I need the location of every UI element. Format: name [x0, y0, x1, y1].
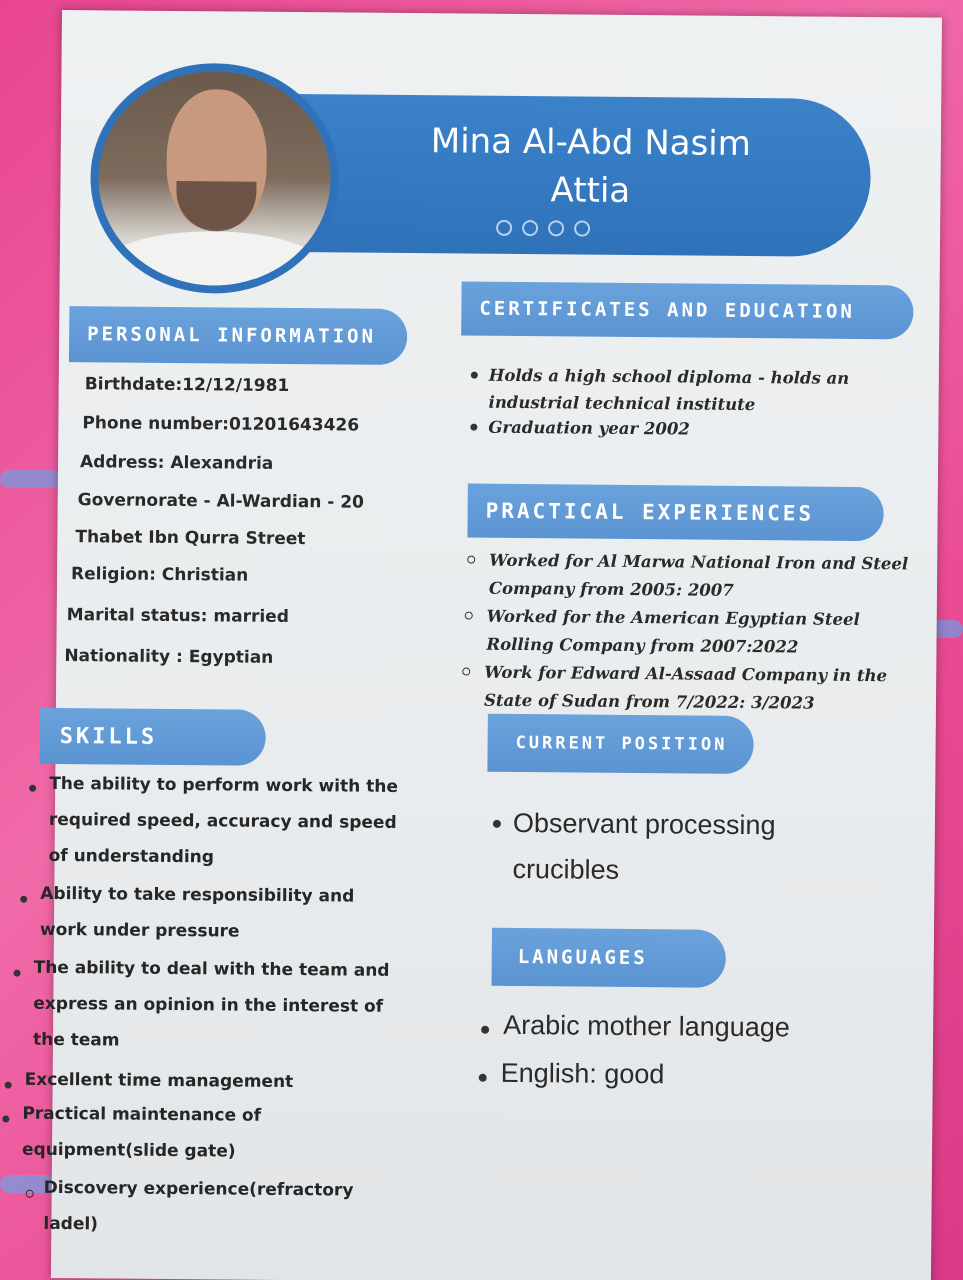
skill-bullet [2, 1116, 9, 1123]
profile-photo [90, 62, 340, 294]
position-title: CURRENT POSITION [515, 732, 728, 755]
skill-sub-bullet [26, 1190, 34, 1198]
position-heading [487, 714, 753, 774]
religion: Religion: Christian [70, 564, 249, 586]
shirt-shape [98, 230, 330, 286]
skill-bullet [14, 970, 21, 977]
skill-item: Ability to take responsibility and work under pressure [39, 883, 355, 942]
position-value: Observant processing crucibles [512, 807, 776, 885]
skill-bullet [5, 1082, 12, 1089]
skill-item: The ability to perform work with the required speed, accuracy and speed of understanding [48, 773, 399, 868]
languages-title: LANGUAGES [517, 946, 648, 970]
education-bullet [470, 424, 477, 431]
experience-bullet [467, 556, 475, 564]
pager-dots [496, 220, 590, 237]
experience-bullet [465, 612, 473, 620]
language-item: Arabic mother language [503, 1009, 790, 1043]
education-item: Graduation year 2002 [488, 417, 690, 439]
language-item: English: good [500, 1057, 665, 1090]
education-title: CERTIFICATES AND EDUCATION [479, 297, 855, 323]
address-governorate: Governorate - Al-Wardian - 20 [77, 490, 365, 513]
education-item: Holds a high school diploma - holds an industrial technical institute [488, 365, 850, 415]
resume-page [21, 10, 942, 1280]
pager-dot [496, 220, 512, 236]
experience-item: Work for Edward Al-Assaad Company in the State of Sudan from 7/2022: 3/2023 [483, 662, 888, 713]
personal-info-heading [69, 306, 407, 365]
skills-title: SKILLS [59, 723, 158, 750]
full-name [390, 117, 791, 216]
personal-info-title: PERSONAL INFORMATION [87, 323, 377, 348]
skill-item: Discovery experience(refractory ladel) [43, 1177, 354, 1235]
language-bullet [481, 1026, 489, 1034]
education-bullet [471, 372, 478, 379]
experience-bullet [462, 668, 470, 676]
nationality: Nationality : Egyptian [64, 646, 274, 668]
skill-item: The ability to deal with the team and express an opinion in the interest of the team [32, 957, 390, 1051]
name-line-2: Attia [550, 170, 631, 211]
address-street: Thabet Ibn Qurra Street [75, 527, 306, 550]
address: Address: Alexandria [79, 452, 274, 474]
phone-number: Phone number:01201643426 [82, 413, 360, 436]
pager-dot [548, 220, 564, 236]
experience-title: PRACTICAL EXPERIENCES [485, 498, 815, 526]
birthdate: Birthdate:12/12/1981 [84, 374, 290, 396]
skill-bullet [29, 785, 36, 792]
experience-item: Worked for the American Egyptian Steel Rolling Company from 2007:2022 [486, 606, 860, 657]
languages-heading [492, 928, 726, 988]
skill-bullet [20, 896, 27, 903]
name-line-1: Mina Al-Abd Nasim [430, 121, 752, 165]
skill-item: Practical maintenance of equipment(slide gate) [21, 1103, 262, 1162]
education-heading [461, 281, 913, 339]
position-bullet [493, 820, 501, 828]
experience-heading [467, 484, 883, 542]
skills-heading [39, 708, 265, 766]
pager-dot [522, 220, 538, 236]
beard-shape [176, 181, 256, 232]
language-bullet [479, 1074, 487, 1082]
background-stripe [0, 470, 60, 488]
marital-status: Marital status: married [66, 605, 290, 628]
experience-item: Worked for Al Marwa National Iron and Steel Company from 2005: 2007 [488, 550, 909, 600]
pager-dot [574, 220, 590, 236]
skill-item: Excellent time management [24, 1069, 294, 1093]
